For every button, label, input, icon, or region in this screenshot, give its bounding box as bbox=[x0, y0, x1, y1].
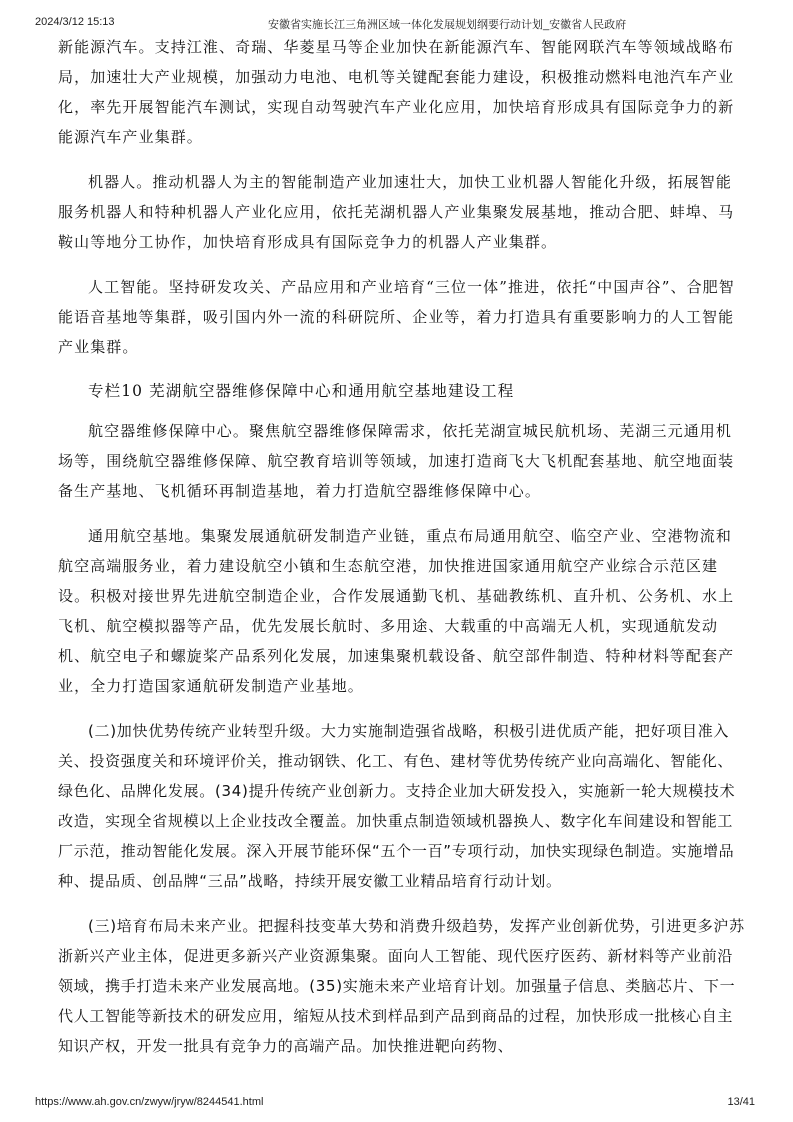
document-title: 安徽省实施长江三角洲区域一体化发展规划纲要行动计划_安徽省人民政府 bbox=[268, 19, 627, 31]
page-footer bbox=[0, 1096, 793, 1112]
paragraph-aircraft-maintenance: 航空器维修保障中心。聚焦航空器维修保障需求，依托芜湖宣城民航机场、芜湖三元通用机场等，围绕航空器维修保障、航空教育培训等领域，加速打造商飞大飞机配套基地、航空地面装备生产基地、飞机循环再制造基地，着力打造航空器维修保障中心。 bbox=[58, 422, 735, 500]
document-body bbox=[58, 32, 748, 1061]
source-url[interactable]: https://www.ah.gov.cn/zwyw/jryw/8244541.html bbox=[35, 1096, 264, 1108]
paragraph-traditional-industry-upgrade: (二)加快优势传统产业转型升级。大力实施制造强省战略，积极引进优质产能，把好项目准入关、投资强度关和环境评价关，推动钢铁、化工、有色、建材等优势传统产业向高端化、智能化、绿色化、品牌化发展。(34)提升传统产业创新力。支持企业加大研发投入，实施新一轮大规模技术改造，实现全省规模以上企业技改全覆盖。加快重点制造领域机器换人、数字化车间建设和智能工厂示范，推动智能化发展。深入开展节能环保“五个一百”专项行动，加快实现绿色制造。实施增品种、提品质、创品牌“三品”战略，持续开展安徽工业精品培育行动计划。 bbox=[58, 722, 736, 890]
page-header bbox=[0, 16, 793, 32]
print-datetime: 2024/3/12 15:13 bbox=[35, 16, 115, 28]
page-number: 13/41 bbox=[727, 1096, 755, 1108]
feature-box-title: 专栏10 芜湖航空器维修保障中心和通用航空基地建设工程 bbox=[88, 382, 515, 400]
paragraph-artificial-intelligence: 人工智能。坚持研发攻关、产品应用和产业培育“三位一体”推进，依托“中国声谷”、合肥智能语音基地等集群，吸引国内外一流的科研院所、企业等，着力打造具有重要影响力的人工智能产业集群。 bbox=[58, 278, 735, 356]
paragraph-future-industries: (三)培育布局未来产业。把握科技变革大势和消费升级趋势，发挥产业创新优势，引进更多沪苏浙新兴产业主体，促进更多新兴产业资源集聚。面向人工智能、现代医疗医药、新材料等产业前沿领域，携手打造未来产业发展高地。(35)实施未来产业培育计划。加强量子信息、类脑芯片、下一代人工智能等新技术的研发应用，缩短从技术到样品到产品到商品的过程，加快形成一批核心自主知识产权，开发一批具有竞争力的高端产品。加快推进靶向药物、 bbox=[58, 917, 745, 1055]
paragraph-new-energy-vehicles: 新能源汽车。支持江淮、奇瑞、华菱星马等企业加快在新能源汽车、智能网联汽车等领域战略布局，加速壮大产业规模，加强动力电池、电机等关键配套能力建设，积极推动燃料电池汽车产业化，率先开展智能汽车测试，实现自动驾驶汽车产业化应用，加快培育形成具有国际竞争力的新能源汽车产业集群。 bbox=[58, 38, 735, 146]
paragraph-general-aviation-base: 通用航空基地。集聚发展通航研发制造产业链，重点布局通用航空、临空产业、空港物流和航空高端服务业，着力建设航空小镇和生态航空港，加快推进国家通用航空产业综合示范区建设。积极对接世界先进航空制造企业，合作发展通勤飞机、基础教练机、直升机、公务机、水上飞机、航空模拟器等产品，优先发展长航时、多用途、大载重的中高端无人机，实现通航发动机、航空电子和螺旋桨产品系列化发展，加速集聚机载设备、航空部件制造、特种材料等配套产业，全力打造国家通航研发制造产业基地。 bbox=[58, 527, 735, 695]
paragraph-robots: 机器人。推动机器人为主的智能制造产业加速壮大，加快工业机器人智能化升级，拓展智能服务机器人和特种机器人产业化应用，依托芜湖机器人产业集聚发展基地，推动合肥、蚌埠、马鞍山等地分工协作，加快培育形成具有国际竞争力的机器人产业集群。 bbox=[58, 173, 735, 251]
